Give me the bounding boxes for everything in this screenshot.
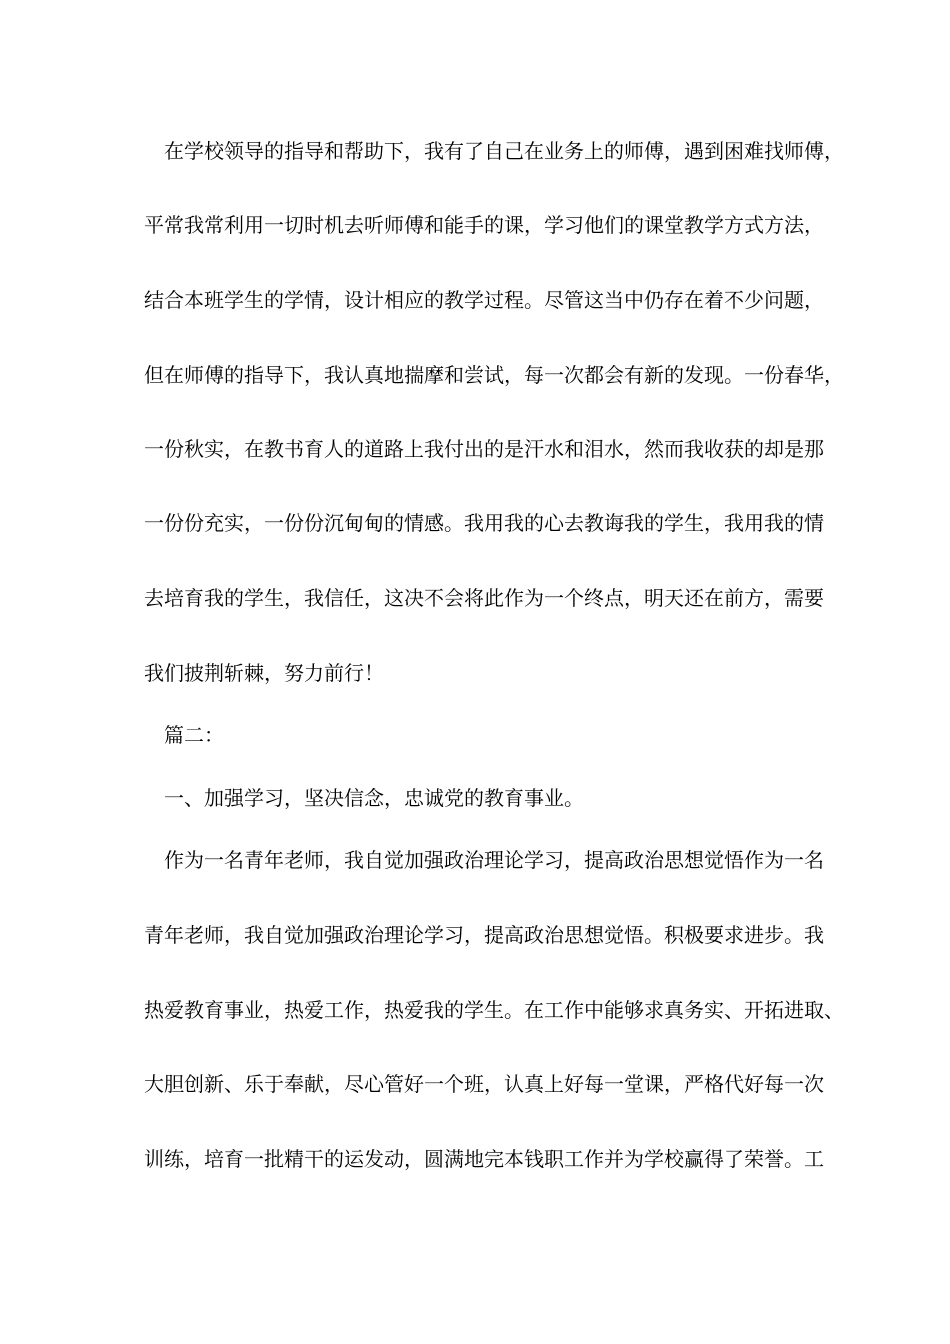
paragraph-line-5: 一份秋实，在教书育人的道路上我付出的是汗水和泪水，然而我收获的却是那: [144, 437, 824, 461]
paragraph-line-7: 去培育我的学生，我信任，这决不会将此作为一个终点，明天还在前方，需要: [144, 586, 824, 610]
paragraph-line-9: 作为一名青年老师，我自觉加强政治理论学习，提高政治思想觉悟作为一名: [164, 848, 824, 872]
paragraph-line-3: 结合本班学生的学情，设计相应的教学过程。尽管这当中仍存在着不少问题，: [144, 288, 824, 312]
paragraph-line-6: 一份份充实，一份份沉甸甸的情感。我用我的心去教诲我的学生，我用我的情: [144, 511, 824, 535]
paragraph-line-2: 平常我常利用一切时机去听师傅和能手的课，学习他们的课堂教学方式方法，: [144, 213, 824, 237]
paragraph-line-10: 青年老师，我自觉加强政治理论学习，提高政治思想觉悟。积极要求进步。我: [144, 923, 824, 947]
paragraph-line-4: 但在师傅的指导下，我认真地揣摩和尝试，每一次都会有新的发现。一份春华，: [144, 363, 844, 387]
section-heading: 篇二：: [164, 723, 224, 747]
paragraph-line-1: 在学校领导的指导和帮助下，我有了自己在业务上的师傅，遇到困难找师傅，: [164, 139, 844, 163]
subheading-1: 一、加强学习，坚决信念，忠诚党的教育事业。: [164, 786, 584, 810]
paragraph-line-8: 我们披荆斩棘，努力前行！: [144, 661, 384, 685]
paragraph-line-13: 训练，培育一批精干的运发动，圆满地完本钱职工作并为学校赢得了荣誉。工: [144, 1147, 824, 1171]
paragraph-line-11: 热爱教育事业，热爱工作，热爱我的学生。在工作中能够求真务实、开拓进取、: [144, 998, 844, 1022]
paragraph-line-12: 大胆创新、乐于奉献，尽心管好一个班，认真上好每一堂课，严格代好每一次: [144, 1072, 824, 1096]
